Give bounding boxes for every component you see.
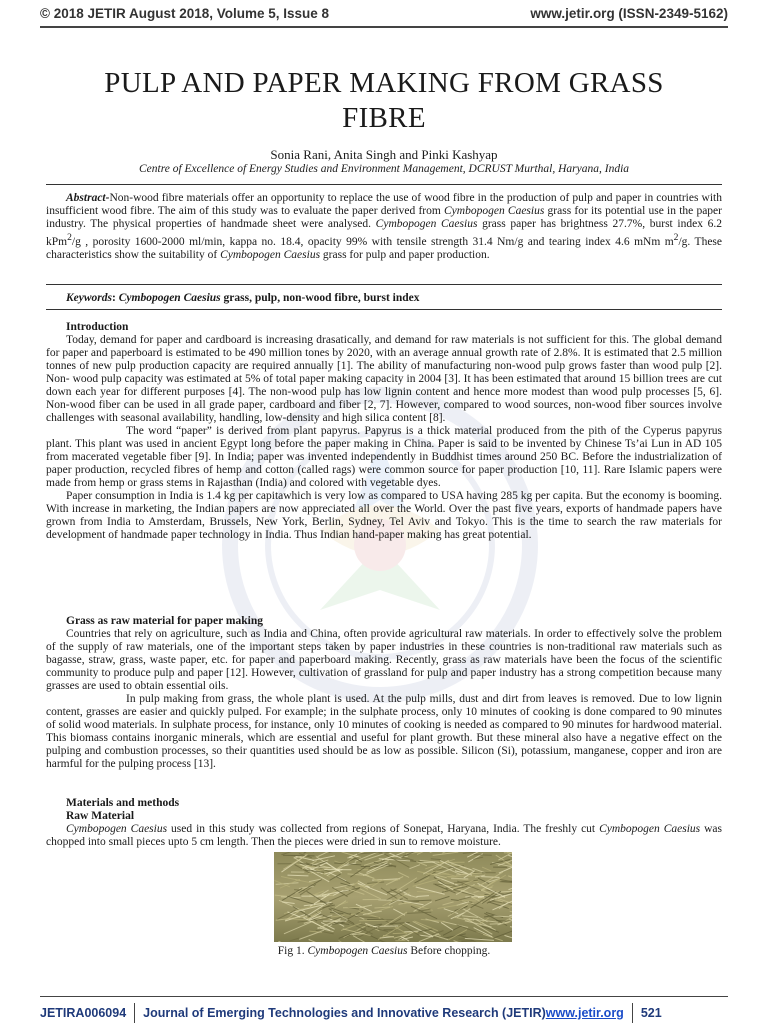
header-rule (40, 26, 728, 28)
grass-strand (474, 855, 492, 856)
species-name: Cymbopogen Caesius (599, 823, 701, 835)
keywords-colon: : (112, 292, 119, 304)
abstract-text-2: grass for its potential use in the paper industry. The physical properties of handmade sheet were analysed. (46, 205, 722, 230)
paper-title (60, 66, 708, 136)
abstract-bottom-rule (46, 284, 722, 285)
running-footer (40, 1003, 728, 1023)
header-citation: © 2018 JETIR August 2018, Volume 5, Issue 8 (40, 6, 330, 21)
section-heading-introduction: Introduction (66, 321, 129, 333)
page-number: 521 (640, 1006, 662, 1020)
abstract-label: Abstract- (66, 192, 110, 204)
author-affiliation: Centre of Excellence of Energy Studies and Environment Management, DCRUST Murthal, Haryana, India (138, 163, 630, 175)
grass-paragraph-2: In pulp making from grass, the whole plant is used. At the pulp mills, dust and dirt from leaves is removed. Due to low lignin content, grasses are easier and quickly pulped. For example; in the sulphate process, only 10 minutes of cooking is done compared to 90 minutes of solid wood materials. In sulphate process, for instance, only 10 minutes of cooking is needed as compared to 90 minutes for hardwood material. This biomass contains inorganic minerals, which are essential and useful for plant growth. But these mineral also have a negative effect on the pulping and combustion processes, so their quantities used should be as low as possible. Silicon (Si), potassium, manganese, copper and iron are harmful for the pulping process [13]. (46, 693, 722, 770)
grass-section (46, 615, 722, 771)
keywords-rule (46, 309, 722, 310)
methods-text-1: used in this study was collected from regions of Sonepat, Haryana, India. The freshly cut (167, 823, 600, 835)
running-header (40, 6, 728, 21)
journal-website-link[interactable]: www.jetir.org (545, 1006, 624, 1020)
abstract-text-3: grass paper has brightness 27.7%, burst index 6.2 kPm (46, 218, 722, 248)
superscript: 2 (673, 232, 679, 243)
abstract-text-6: grass for pulp and paper production. (320, 248, 490, 261)
species-name: Cymbopogen Caesius (118, 292, 221, 304)
grass-paragraph-1: Countries that rely on agriculture, such as India and China, often provide agricultural raw materials. In order to effectively solve the problem of the supply of raw materials, one of the important steps taken by paper industries in these countries is non-traditional raw materials such as bagasse, straw, grass, waste paper, etc. for paper and paperboard making. Recently, grass as raw materials have been the focus of the scientific community to produce pulp and paper [12]. However, cultivation of grassland for pulp and paper industry has a strong competition because many grasses are used to obtain essential oils. (46, 628, 722, 692)
figure-caption-text: Before chopping. (407, 945, 491, 957)
species-name: Cymbopogen Caesius (375, 218, 478, 230)
species-name: Cymbopogen Caesius (220, 248, 321, 261)
methods-text-2: was chopped into small pieces upto 5 cm length. Then the pieces were dried in sun to remove moisture. (46, 823, 723, 848)
intro-paragraph-1: Today, demand for paper and cardboard is increasing drasatically, and demand for raw materials is not sufficient for this. The global demand for paper and paperboard is estimated to be 490 million tones by 2020, with an average annual growth rate of 2.8%. It is estimated that 2.5 million tonnes of new pulp production capacity are required annually [1]. The ability of manufacturing non-wood pulp grows faster than wood pulp [2]. Non- wood pulp capacity was estimated at 5% of total paper making capacity in 2004 [3]. It has been estimated that around 15 billion trees are cut down each year for different purposes [4]. The non-wood pulp has low lignin content and hence more modest than wood pulp processes [5, 6]. Non-wood fiber can be used in all grade paper, cardboard and fiber [2, 7]. However, compared to wood sources, non-wood fiber sources involve challenges with seasonal availability, handling, low-density and high silica content [8]. (46, 334, 722, 424)
figure-caption (40, 945, 728, 957)
abstract-section (46, 192, 722, 262)
abstract-text-1: Non-wood fibre materials offer an opportunity to replace the use of wood fibre in the production of pulp and paper in countries with insufficient wood fibre. The aim of this study was to evaluate the paper derived from (46, 192, 722, 217)
section-heading-grass: Grass as raw material for paper making (66, 615, 263, 627)
title-line-1: PULP AND PAPER MAKING FROM GRASS (104, 67, 664, 99)
keywords-line (46, 292, 722, 305)
superscript: 2 (67, 232, 72, 243)
species-name: Cymbopogen Caesius (66, 823, 168, 835)
abstract-top-rule (46, 184, 722, 185)
keywords-section (46, 292, 722, 305)
figure-label: Fig 1. (277, 945, 308, 957)
methods-paragraph (46, 823, 722, 849)
species-name: Cymbopogen Caesius (307, 945, 408, 957)
author-list: Sonia Rani, Anita Singh and Pinki Kashyap (270, 147, 498, 162)
grass-strand (283, 855, 315, 856)
keywords-list: grass, pulp, non-wood fibre, burst index (220, 292, 420, 304)
section-heading-methods: Materials and methods (66, 797, 180, 809)
footer-separator (632, 1003, 633, 1023)
journal-name: Journal of Emerging Technologies and Innovative Research (JETIR) (143, 1006, 546, 1020)
intro-paragraph-3: Paper consumption in India is 1.4 kg per capitawhich is very low as compared to USA having 285 kg per capita. But the economy is booming. With increase in marketing, the Indian papers are now appreciated all over the World. Over the past five years, exports of handmade papers have grown from India to Amsterdam, Brussels, New York, Berlin, Sydney, Tel Aviv and Tokyo. This is the time to search the raw materials for development of handmade paper technology in India. Thus Indian hand-paper making has great potential. (46, 490, 722, 541)
abstract-text-4: /g , porosity 1600-2000 ml/min, kappa no. 18.4, opacity 99% with tensile strength 31.4 Nm/g and tearing index 4.6 mNm m (71, 235, 674, 248)
grass-photo-image (274, 852, 512, 942)
keywords-label: Keywords (66, 292, 112, 304)
intro-paragraph-2: The word “paper” is derived from plant papyrus. Papyrus is a thick material produced from the pith of the Cyperus papyrus plant. This plant was used in ancient Egypt long before the paper making in China. Paper is said to be invented by Chinese Ts’ai Lun in AD 105 from macerated vegetable fiber [9]. In India; paper was invented independently in Buddhist times around 250 BC. Before the industrialization of paper production, recycled fibres of hemp and cotton (called rags) were common source for paper production [10, 11]. Rare Islamic papers were made from hemp or grass stems in Rajasthan (India) and colored with vegetable dyes. (46, 425, 722, 489)
footer-separator (134, 1003, 135, 1023)
introduction-section (46, 321, 722, 542)
footer-rule (40, 996, 728, 997)
title-line-2: FIBRE (342, 102, 426, 134)
article-code: JETIRA006094 (40, 1006, 127, 1020)
abstract-text-5: /g. These characteristics show the suitability of (46, 235, 722, 261)
methods-section (46, 797, 722, 849)
abstract-paragraph (46, 192, 722, 262)
figure-grass-photo (274, 852, 512, 942)
species-name: Cymbopogen Caesius (444, 205, 545, 217)
header-website-issn: www.jetir.org (ISSN-2349-5162) (530, 6, 728, 21)
grass-strand (481, 877, 499, 878)
subsection-heading-raw-material: Raw Material (66, 810, 135, 822)
